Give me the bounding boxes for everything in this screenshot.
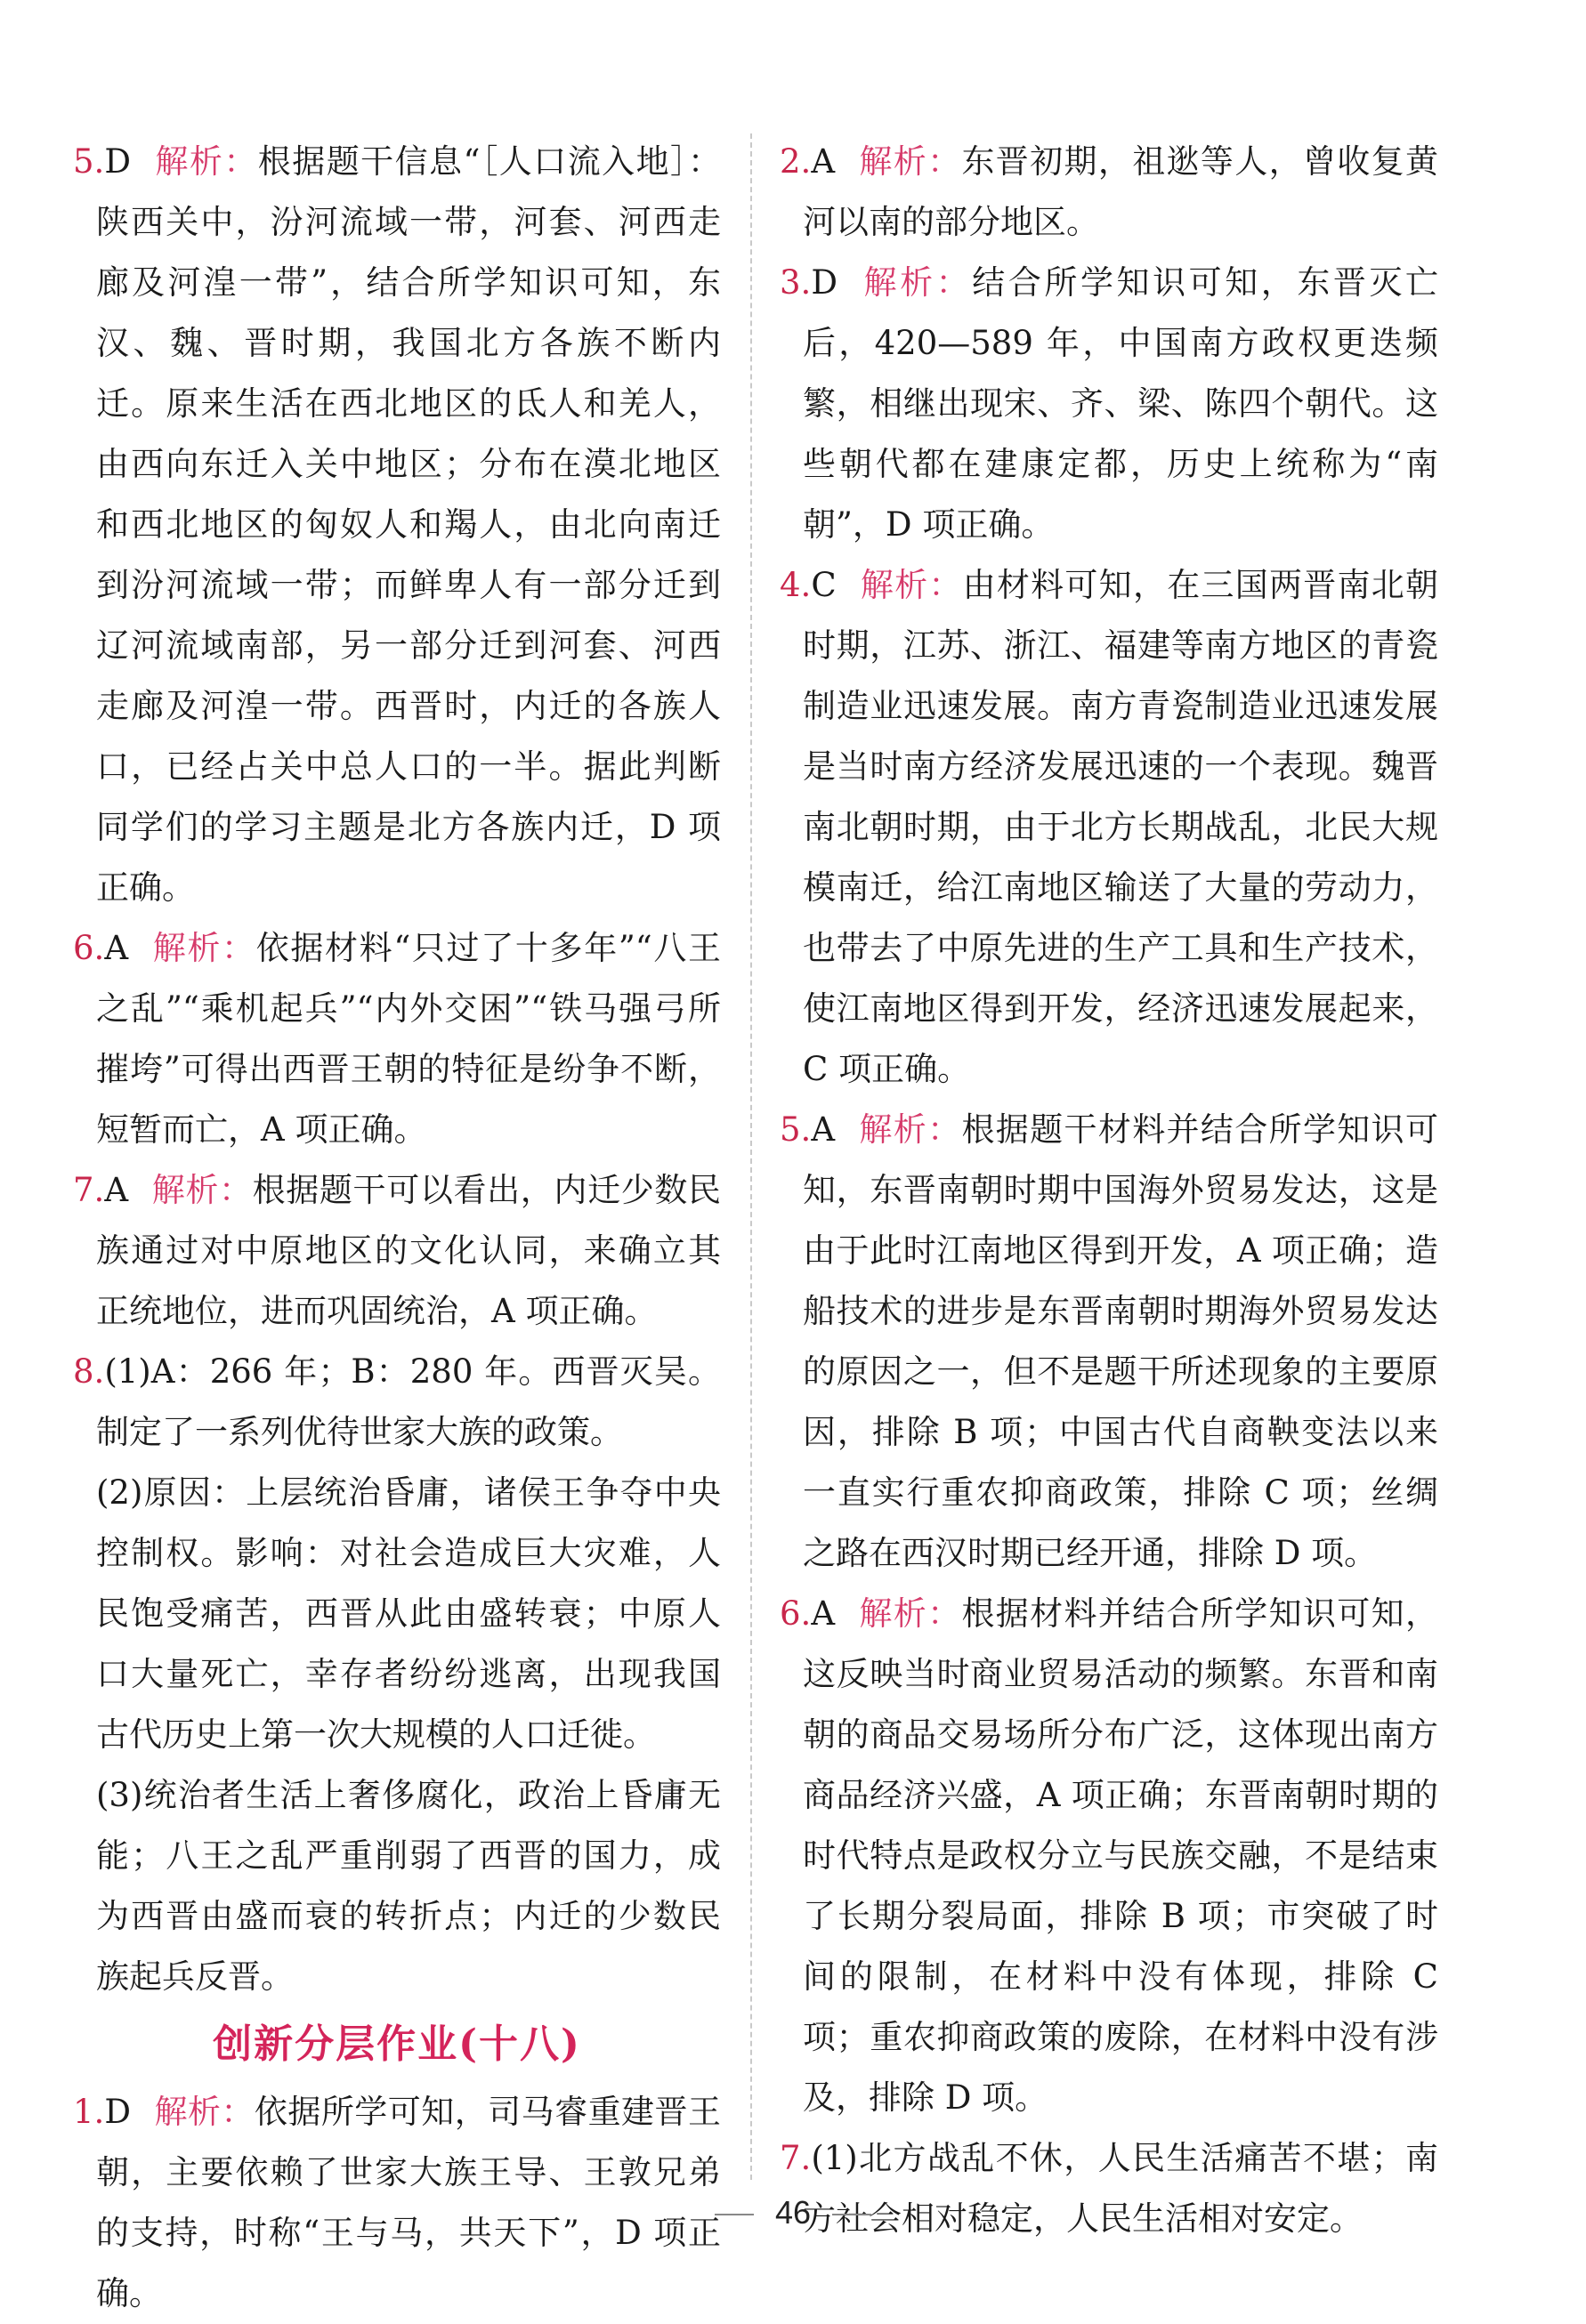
item-answer: D <box>811 263 838 302</box>
item-number: 5. <box>780 1110 812 1149</box>
item-number: 4. <box>780 566 812 604</box>
item-number: 3. <box>780 263 812 302</box>
item8-part2: (2)原因：上层统治昏庸，诸侯王争夺中央控制权。影响：对社会造成巨大灾难，人民饱受痛苦，西晋从此由盛转衰；中原人口大量死亡，幸存者纷纷逃离，出现我国古代历史上第一次大规模的人口迁徙。 <box>96 1473 721 1754</box>
right-column <box>780 132 1438 2249</box>
answer-item-8 <box>73 1342 721 1463</box>
page-footer <box>0 2194 1586 2231</box>
footer-dash-left <box>715 2214 754 2215</box>
analysis-label: 解析： <box>858 142 962 181</box>
item-answer: D <box>104 2093 131 2131</box>
answer-item <box>780 555 1438 1100</box>
item-number: 6. <box>73 929 105 967</box>
answer-item <box>780 1100 1438 1584</box>
analysis-text: 由材料可知，在三国两晋南北朝时期，江苏、浙江、福建等南方地区的青瓷制造业迅速发展。南方青瓷制造业迅速发展是当时南方经济发展迅速的一个表现。魏晋南北朝时期，由于北方长期战乱，北民大规模南迁，给江南地区输送了大量的劳动力，也带去了中原先进的生产工具和生产技术，使江南地区得到开发，经济迅速发展起来，C 项正确。 <box>803 566 1439 1088</box>
item-number: 5. <box>73 142 105 181</box>
item-answer: A <box>104 1171 129 1209</box>
analysis-text: 依据材料“只过了十多年”“八王之乱”“乘机起兵”“内外交困”“铁马强弓所摧垮”可得出西晋王朝的特征是纷争不断，短暂而亡，A 项正确。 <box>96 929 722 1149</box>
analysis-text: 根据题干可以看出，内迁少数民族通过对中原地区的文化认同，来确立其正统地位，进而巩固统治，A 项正确。 <box>96 1171 722 1330</box>
analysis-label: 解析： <box>153 142 258 181</box>
analysis-label: 解析： <box>858 1594 962 1633</box>
analysis-label: 解析： <box>859 566 963 604</box>
column-divider <box>750 133 752 2180</box>
footer-dash-right <box>832 2214 871 2215</box>
analysis-text: 根据题干材料并结合所学知识可知，东晋南朝时期中国海外贸易发达，这是由于此时江南地区得到开发，A 项正确；造船技术的进步是东晋南朝时期海外贸易发达的原因之一，但不是题干所述现象的主要原因，排除 B 项；中国古代自商鞅变法以来一直实行重农抑商政策，排除 C 项；丝绸之路在西汉时期已经开通，排除 D 项。 <box>803 1110 1439 1572</box>
analysis-label: 解析： <box>858 1110 962 1149</box>
item-answer: A <box>811 1594 836 1633</box>
answer-item <box>780 1584 1438 2128</box>
analysis-text: 依据所学可知，司马睿重建晋王朝，主要依赖了世家大族王导、王敦兄弟的支持，时称“王与马，共天下”，D 项正确。 <box>96 2093 722 2312</box>
item7-text: (1)北方战乱不休，人民生活痛苦不堪；南方社会相对稳定，人民生活相对安定。 <box>803 2139 1438 2238</box>
analysis-text: 东晋初期，祖逖等人，曾收复黄河以南的部分地区。 <box>803 142 1439 241</box>
item8-part3: (3)统治者生活上奢侈腐化，政治上昏庸无能；八王之乱严重削弱了西晋的国力，成为西晋由盛而衰的转折点；内迁的少数民族起兵反晋。 <box>96 1776 721 1996</box>
answer-item <box>780 253 1438 555</box>
item-number: 7. <box>780 2139 812 2177</box>
item-number: 6. <box>780 1594 812 1633</box>
item-answer: D <box>104 142 131 181</box>
item-number: 1. <box>73 2093 105 2131</box>
analysis-label: 解析： <box>860 263 973 302</box>
answer-item <box>73 1160 721 1342</box>
item-answer: C <box>811 566 837 604</box>
item-answer: A <box>104 929 129 967</box>
page-number: 46 <box>774 2194 812 2231</box>
answer-item <box>73 918 721 1160</box>
analysis-label: 解析： <box>151 929 256 967</box>
analysis-label: 解析： <box>151 1171 253 1209</box>
item-number: 7. <box>73 1171 105 1209</box>
left-column <box>73 132 721 2324</box>
analysis-label: 解析： <box>153 2093 255 2131</box>
item-number: 8. <box>73 1352 105 1391</box>
answer-item <box>73 132 721 918</box>
item-answer: A <box>811 142 836 181</box>
analysis-text: 根据材料并结合所学知识可知，这反映当时商业贸易活动的频繁。东晋和南朝的商品交易场所分布广泛，这体现出南方商品经济兴盛，A 项正确；东晋南朝时期的时代特点是政权分立与民族交融，不是结束了长期分裂局面，排除 B 项；市突破了时间的限制，在材料中没有体现，排除 C 项；重农抑商政策的废除，在材料中没有涉及，排除 D 项。 <box>803 1594 1439 2117</box>
analysis-text: 根据题干信息“［人口流入地］：陕西关中，汾河流域一带，河套、河西走廊及河湟一带”，结合所学知识可知，东汉、魏、晋时期，我国北方各族不断内迁。原来生活在西北地区的氐人和羌人，由西向东迁入关中地区；分布在漠北地区和西北地区的匈奴人和羯人，由北向南迁到汾河流域一带；而鲜卑人有一部分迁到辽河流域南部，另一部分迁到河套、河西走廊及河湟一带。西晋时，内迁的各族人口，已经占关中总人口的一半。据此判断同学们的学习主题是北方各族内迁，D 项正确。 <box>96 142 722 907</box>
item-answer: A <box>811 1110 836 1149</box>
answer-item <box>780 132 1438 253</box>
section-heading: 创新分层作业(十八) <box>213 2021 581 2067</box>
item-number: 2. <box>780 142 812 181</box>
analysis-text: 结合所学知识可知，东晋灭亡后，420—589 年，中国南方政权更迭频繁，相继出现宋、齐、梁、陈四个朝代。这些朝代都在建康定都，历史上统称为“南朝”，D 项正确。 <box>803 263 1439 544</box>
item8-part1: (1)A：266 年；B：280 年。西晋灭吴。制定了一系列优待世家大族的政策。 <box>96 1352 721 1451</box>
